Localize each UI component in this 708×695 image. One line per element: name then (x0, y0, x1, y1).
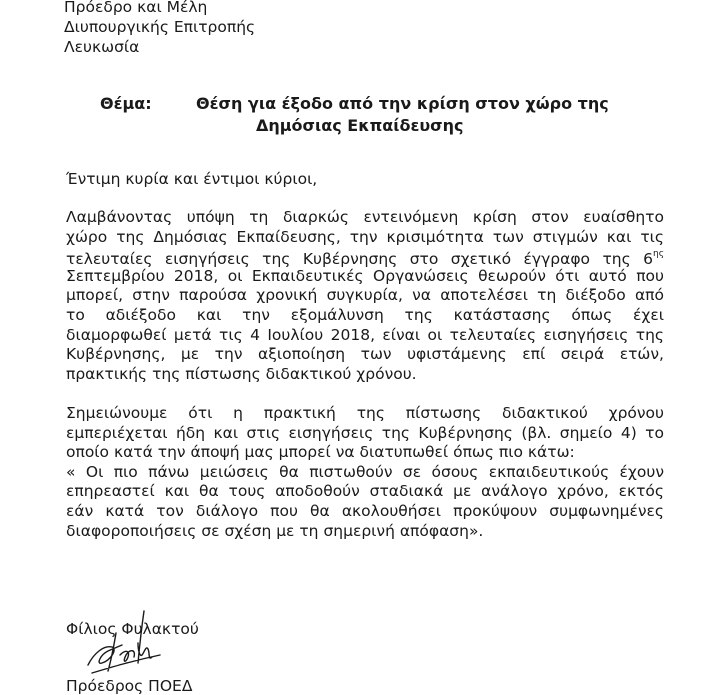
subject-line-1: Θέση για έξοδο από την κρίση στον χώρο της (196, 94, 609, 113)
paragraph-2 (66, 404, 664, 541)
quote-line: εάν κατά τον διάλογο που θα ακολουθήσει προκύψουν συμφωνημένες (66, 501, 664, 520)
paragraph-1-line: Λαμβάνοντας υπόψη τη διαρκώς εντεινόμενη κρίση στον ευαίσθητο (66, 208, 664, 226)
paragraph-1-line: Σεπτεμβρίου 2018, οι Εκπαιδευτικές Οργανώσεις θεωρούν ότι αυτό που (66, 266, 664, 285)
paragraph-1-line: διαμορφωθεί μετά τις 4 Ιουλίου 2018, είναι οι τελευταίες εισηγήσεις της (66, 325, 664, 344)
subject-label: Θέμα: (100, 94, 152, 113)
paragraph-2-line: Σημειώνουμε ότι η πρακτική της πίστωσης διδακτικού χρόνου (66, 404, 664, 422)
paragraph-1-line: χώρο της Δημόσιας Εκπαίδευσης, την κρισιμότητα των στιγμών και τις (66, 227, 664, 246)
quote-line: « Οι πιο πάνω μειώσεις θα πιστωθούν σε όσους εκπαιδευτικούς έχουν (66, 462, 664, 481)
quote-line: επηρεαστεί και θα τους αποδοθούν σταδιακά με ανάλογο χρόνο, εκτός (66, 482, 664, 501)
quote-line: διαφοροποιήσεις σε σχέση με τη σημερινή απόφαση». (66, 521, 484, 540)
handwritten-signature (82, 605, 172, 680)
greeting: Έντιμη κυρία και έντιμοι κύριοι, (66, 170, 318, 188)
paragraph-1 (66, 208, 664, 384)
signatory-title: Πρόεδρος ΠΟΕΔ (66, 677, 193, 695)
paragraph-1-line (66, 247, 664, 267)
recipient-line-3: Λευκωσία (64, 38, 140, 56)
paragraph-1-line-text: τελευταίες εισηγήσεις της Κυβέρνησης στο σχετικό έγγραφο της 6 (66, 250, 653, 269)
ordinal-suffix: ης (653, 249, 664, 260)
paragraph-1-line: Κυβέρνησης, με την αξιοποίηση των υφιστάμενης επί σειρά ετών, (66, 345, 664, 364)
recipient-line-1: Πρόεδρο και Μέλη (64, 0, 208, 16)
paragraph-2-line: οποίο κατά την άποψή μας μπορεί να διατυπωθεί όπως πιο κάτω: (66, 443, 575, 462)
recipient-address (64, 0, 255, 57)
paragraph-1-line: το αδιέξοδο και την εξομάλυνση της κατάστασης όπως έχει (66, 305, 664, 324)
paragraph-2-line: εμπεριέχεται ήδη και στις εισηγήσεις της Κυβέρνησης (βλ. σημείο 4) το (66, 423, 664, 442)
paragraph-1-line: πρακτικής της πίστωσης διδακτικού χρόνου. (66, 364, 417, 383)
recipient-line-2: Διυπουργικής Επιτροπής (64, 18, 256, 36)
paragraph-1-line: μπορεί, στην παρούσα χρονική συγκυρία, να αποτελέσει τη διέξοδο από (66, 286, 664, 305)
subject-line-2: Δημόσιας Εκπαίδευσης (256, 116, 464, 135)
signatory-name: Φίλιος Φυλακτού (66, 620, 199, 638)
